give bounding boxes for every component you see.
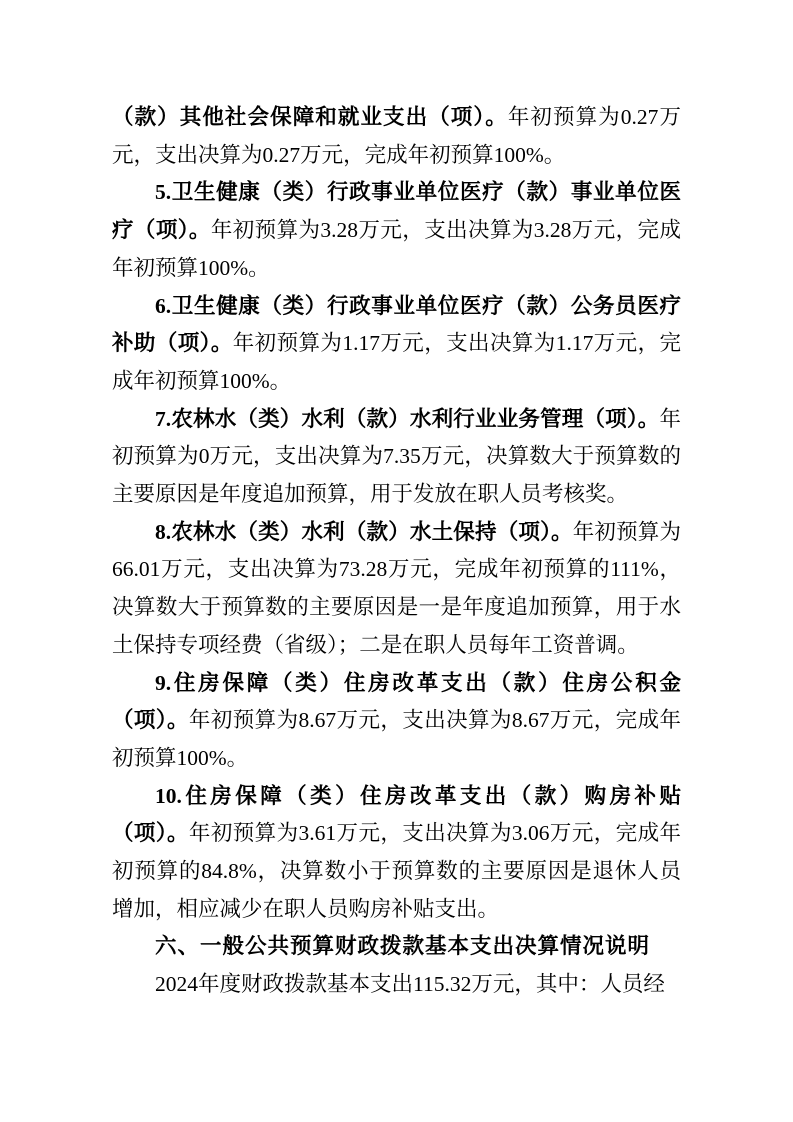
- section-heading: [112, 928, 681, 966]
- paragraph-lead-bold: 8.农林水（类）水利（款）水土保持（项）。: [155, 519, 573, 544]
- paragraph-lead-bold: 6.卫生健康（类）行政事业单位医疗（款）公务员医疗补助（项）。: [112, 293, 681, 356]
- paragraph-lead-bold: （款）其他社会保障和就业支出（项）。: [112, 105, 508, 129]
- paragraph-body-text: 年初预算为3.61万元，支出决算为3.06万元，完成年初预算的84.8%，决算数小于预算数的主要原因是退休人员增加，相应减少在职人员购房补贴支出。: [112, 821, 681, 921]
- paragraph: [112, 778, 681, 929]
- paragraph: [112, 514, 681, 665]
- paragraph-body-text: 年初预算为1.17万元，支出决算为1.17万元，完成年初预算100%。: [112, 331, 681, 393]
- paragraph-body-text: 2024年度财政拨款基本支出115.32万元，其中：人员经: [155, 972, 665, 997]
- paragraph-body-text: 年初预算为66.01万元，支出决算为73.28万元，完成年初预算的111%，决算数大于预算数的主要原因是一是年度追加预算，用于水土保持专项经费（省级）；二是在职人员每年工资普调。: [112, 519, 681, 657]
- paragraph-lead-bold: 9.住房保障（类）住房改革支出（款）住房公积金（项）。: [112, 670, 681, 733]
- paragraph: [112, 966, 681, 1004]
- paragraph: [112, 174, 681, 287]
- paragraph-body-text: 年初预算为3.28万元，支出决算为3.28万元，完成年初预算100%。: [112, 218, 681, 280]
- paragraph-lead-bold: 5.卫生健康（类）行政事业单位医疗（款）事业单位医疗（项）。: [112, 180, 681, 243]
- paragraph-body-text: 年初预算为0万元，支出决算为7.35万元，决算数大于预算数的主要原因是年度追加预算，用于发放在职人员考核奖。: [112, 406, 681, 507]
- paragraph: [112, 665, 681, 778]
- paragraph-lead-bold: 7.农林水（类）水利（款）水利行业业务管理（项）。: [155, 406, 660, 431]
- document-body: [112, 99, 681, 1004]
- paragraph-body-text: 年初预算为8.67万元，支出决算为8.67万元，完成年初预算100%。: [112, 708, 681, 770]
- paragraph: [112, 401, 681, 514]
- section-heading-text: 六、一般公共预算财政拨款基本支出决算情况说明: [155, 934, 651, 959]
- paragraph: [112, 99, 681, 174]
- paragraph-body-text: 年初预算为0.27万元，支出决算为0.27万元，完成年初预算100%。: [112, 105, 681, 167]
- paragraph: [112, 288, 681, 401]
- paragraph-lead-bold: 10.住房保障（类）住房改革支出（款）购房补贴（项）。: [112, 783, 681, 846]
